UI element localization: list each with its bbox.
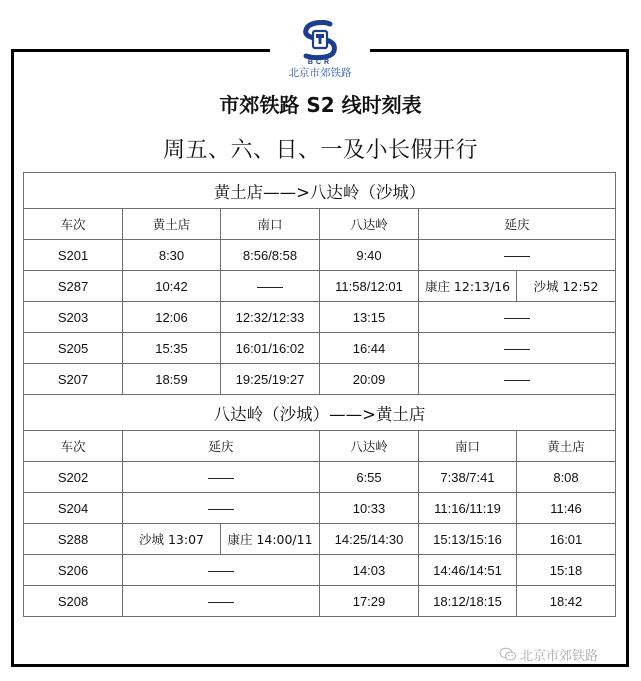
time-badaling: 10:33 [320, 493, 419, 524]
time-badaling: 14:25/14:30 [320, 524, 419, 555]
time-shacheng: 沙城 13:07 [123, 524, 221, 555]
watermark [496, 645, 601, 663]
col-header-badaling: 八达岭 [320, 209, 419, 240]
no-stop-dash [257, 287, 283, 288]
watermark-text: 北京市郊铁路 [520, 648, 599, 664]
time-nankou: 19:25/19:27 [221, 364, 320, 395]
timetable [23, 172, 616, 617]
col-header-huangtudian: 黄土店 [123, 209, 221, 240]
table-row [24, 364, 616, 395]
outbound-direction: 黄土店——>八达岭（沙城） [24, 173, 616, 209]
table-row [24, 586, 616, 617]
train-number: S208 [24, 586, 123, 617]
page-title: 市郊铁路 S2 线时刻表 [219, 93, 422, 117]
time-yanqing [123, 586, 320, 617]
time-badaling: 14:03 [320, 555, 419, 586]
time-huangtudian: 12:06 [123, 302, 221, 333]
time-huangtudian: 10:42 [123, 271, 221, 302]
train-number: S201 [24, 240, 123, 271]
table-row [24, 462, 616, 493]
time-yanqing [419, 240, 616, 271]
time-badaling: 17:29 [320, 586, 419, 617]
col-header-train: 车次 [24, 431, 123, 462]
time-badaling: 13:15 [320, 302, 419, 333]
time-nankou: 8:56/8:58 [221, 240, 320, 271]
no-stop-dash [208, 571, 234, 572]
time-nankou: 11:16/11:19 [419, 493, 517, 524]
bcr-emblem-icon [298, 20, 342, 60]
page-subtitle: 周五、六、日、一及小长假开行 [162, 138, 478, 163]
inbound-direction: 八达岭（沙城）——>黄土店 [24, 395, 616, 431]
train-number: S287 [24, 271, 123, 302]
logo-name: 北京市郊铁路 [288, 67, 352, 79]
no-stop-dash [208, 509, 234, 510]
no-stop-dash [504, 256, 530, 257]
inbound-direction-row [24, 395, 616, 431]
time-nankou: 7:38/7:41 [419, 462, 517, 493]
col-header-nankou: 南口 [419, 431, 517, 462]
time-badaling: 11:58/12:01 [320, 271, 419, 302]
outbound-direction-row [24, 173, 616, 209]
table-row [24, 493, 616, 524]
table-row [24, 302, 616, 333]
time-huangtudian: 18:42 [517, 586, 616, 617]
time-huangtudian: 11:46 [517, 493, 616, 524]
bcr-logo [270, 20, 370, 86]
train-number: S205 [24, 333, 123, 364]
col-header-train: 车次 [24, 209, 123, 240]
time-huangtudian: 8:08 [517, 462, 616, 493]
time-yanqing [419, 333, 616, 364]
time-yanqing [123, 493, 320, 524]
outbound-header-row [24, 209, 616, 240]
train-number: S207 [24, 364, 123, 395]
col-header-badaling: 八达岭 [320, 431, 419, 462]
time-yanqing [123, 555, 320, 586]
logo-abbr: BCR [307, 59, 333, 66]
time-yanqing [419, 302, 616, 333]
time-nankou: 14:46/14:51 [419, 555, 517, 586]
train-number: S203 [24, 302, 123, 333]
time-shacheng: 沙城 12:52 [517, 271, 616, 302]
no-stop-dash [504, 380, 530, 381]
col-header-nankou: 南口 [221, 209, 320, 240]
no-stop-dash [504, 349, 530, 350]
time-huangtudian: 18:59 [123, 364, 221, 395]
time-badaling: 9:40 [320, 240, 419, 271]
col-header-huangtudian: 黄土店 [517, 431, 616, 462]
time-nankou: 16:01/16:02 [221, 333, 320, 364]
col-header-yanqing: 延庆 [123, 431, 320, 462]
time-nankou: 12:32/12:33 [221, 302, 320, 333]
time-yanqing [419, 364, 616, 395]
table-row [24, 555, 616, 586]
time-badaling: 6:55 [320, 462, 419, 493]
time-badaling: 16:44 [320, 333, 419, 364]
time-kangzhuang: 康庄 14:00/11 [221, 524, 320, 555]
table-row [24, 240, 616, 271]
train-number: S288 [24, 524, 123, 555]
time-huangtudian: 16:01 [517, 524, 616, 555]
table-row [24, 333, 616, 364]
inbound-header-row [24, 431, 616, 462]
table-row [24, 271, 616, 302]
time-kangzhuang: 康庄 12:13/16 [419, 271, 517, 302]
time-badaling: 20:09 [320, 364, 419, 395]
no-stop-dash [504, 318, 530, 319]
time-nankou: 18:12/18:15 [419, 586, 517, 617]
train-number: S202 [24, 462, 123, 493]
no-stop-dash [208, 478, 234, 479]
col-header-yanqing: 延庆 [419, 209, 616, 240]
train-number: S206 [24, 555, 123, 586]
time-yanqing [123, 462, 320, 493]
train-number: S204 [24, 493, 123, 524]
table-row [24, 524, 616, 555]
time-huangtudian: 8:30 [123, 240, 221, 271]
wechat-icon [499, 647, 517, 662]
no-stop-dash [208, 602, 234, 603]
time-nankou: 15:13/15:16 [419, 524, 517, 555]
time-nankou [221, 271, 320, 302]
time-huangtudian: 15:18 [517, 555, 616, 586]
time-huangtudian: 15:35 [123, 333, 221, 364]
